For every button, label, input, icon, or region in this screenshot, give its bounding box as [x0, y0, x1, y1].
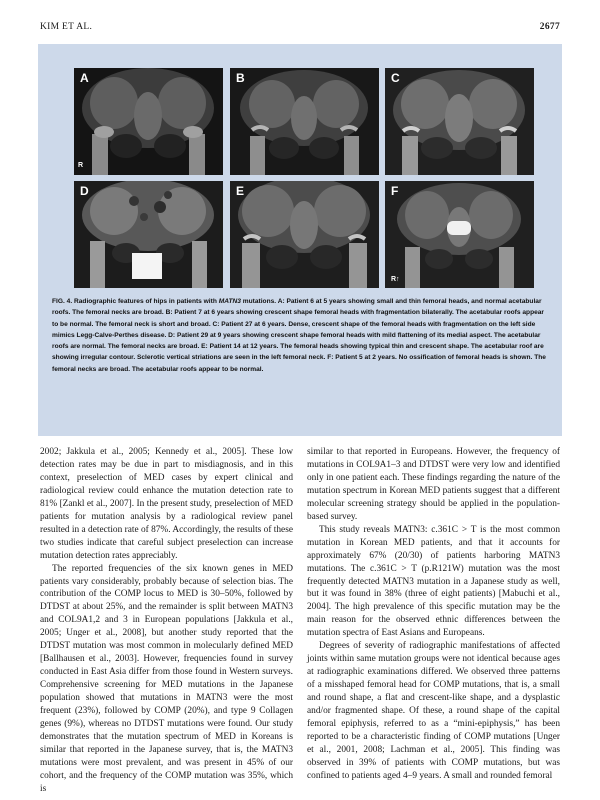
- panel-letter-d: D: [80, 184, 89, 198]
- panel-f-side-marker: R↑: [391, 276, 400, 283]
- caption-gene: MATN3: [218, 298, 241, 305]
- paragraph: Degrees of severity of radiographic manifestations of affected joints within same mutation groups were not identical because ages at radiographic examinations differed. We observed three patterns of a misshaped femoral head for COMP mutations, that is, a small and round shape, a flat and crescent-like shape, and a dysplastic and/or fragmented shape. Of these, a round shape of the capital femoral epiphysis, referred to as a “mini-epiphysis,” has been reported to be a characteristic finding of COMP mutations [Unger et al., 2001, 2008; Lachman et al., 2005]. This finding was observed in 39% of patients with COMP mutations, but was confined to patients aged 4–9 years. A small and rounded femoral: [307, 641, 560, 781]
- paragraph: The reported frequencies of the six known genes in MED patients vary considerably, probably because of selection bias. The contribution of the COMP locus to MED is 30–50%, followed by DTDST at about 25%, and the remainder is split between MATN3 and COL9A1,2 and 3 in European populations [Jakkula et al., 2005; Unger et al., 2008], but another study reported that the DTDST mutation was most common in molecularly defined MED [Ballhausen et al., 2003]. However, frequencies found in survey conducted in East Asia differ from those found in Western surveys. Comprehensive screening for MED mutations in the Japanese population showed that mutations in MATN3 were the most frequent (23%), followed by COMP (20%), and type 9 Collagen genes (9%), whereas no DTDST mutations were found. Our study demonstrates that the mutation spectrum of MED in Koreans is similar that reported in the Japanese survey, that is, the MATN3 mutations were most prevalent, and was present in 45% of our cohort, and the frequency of the COMP mutation was 35%, which is: [40, 563, 293, 794]
- radiograph-panel-d: [74, 181, 223, 288]
- running-header: [40, 22, 560, 36]
- radiograph-panel-f: [385, 181, 534, 288]
- panel-letter-a: A: [80, 71, 89, 85]
- radiograph-panel-c: [385, 68, 534, 175]
- paragraph: similar to that reported in Europeans. However, the frequency of mutations in COL9A1–3 and DTDST were very low and identified only in one patient each. These findings regarding the nature of the mutation spectrum in Korean MED patients suggest that a different molecular screening strategy should be applied in the population-based survey.: [307, 447, 560, 522]
- panel-a-side-marker: R: [78, 162, 84, 169]
- caption-text-rest: mutations. A: Patient 6 at 5 years showing small and thin femoral heads, and normal acetabular roofs. The femoral necks are broad. B: Patient 7 at 6 years showing crescent shape femoral heads with fragmentation bilaterally. The acetabular roofs appear to be normal. The femoral neck is short and broad. C: Patient 27 at 6 years. Dense, crescent shape of the femoral heads with fragmentation on the left side mimics Legg-Calve-Perthes disease. D: Patient 29 at 9 years showing crescent shape femoral heads with mild flattening of its medial aspect. The acetabular roofs are normal. The femoral necks are broad. E: Patient 14 at 12 years. The femoral heads showing typical thin and crescent shape. The acetabular roof are showing irregular contour. Sclerotic vertical striations are seen in the left femoral neck. F: Patient 5 at 2 years. No ossification of femoral heads is shown. The femoral necks are broad. The acetabular roofs appear to be normal.: [52, 298, 546, 373]
- panel-letter-b: B: [236, 71, 245, 85]
- radiograph-panel-b: [230, 68, 379, 175]
- panel-letter-f: F: [391, 184, 399, 198]
- paragraph: This study reveals MATN3: c.361C > T is the most common mutation in Korean MED patients, and that it accounts for approximately 67% (20/30) of patients harboring MATN3 mutations. The c.361C > T (p.R121W) mutation was the most frequently detected MATN3 mutation in a Japanese study as well, but it was found in 38% (three of eight patients) [Mabuchi et al., 2004]. The high prevalence of this specific mutation may be the main reason for the observed ethnic differences between the mutation spectra of East Asians and Europeans.: [307, 524, 560, 639]
- panel-letter-e: E: [236, 184, 245, 198]
- header-authors: KIM ET AL.: [40, 22, 93, 32]
- paragraph: 2002; Jakkula et al., 2005; Kennedy et al., 2005]. These low detection rates may be due in part to misdiagnosis, and in this context, preselection of MED cases by expert clinical and radiological review could enhance the mutation detection rate to 81% [Zankl et al., 2007]. In the present study, preselection of MED patients for mutation analysis by a radiological review panel resulted in a detection rate of 87%. Accordingly, the results of these two studies indicate that careful subject preselection can increase mutation detection rates appreciably.: [40, 447, 293, 561]
- body-column-left: [40, 446, 293, 796]
- pelvis-xray-d: [74, 181, 223, 288]
- body-column-right: [307, 446, 560, 783]
- radiograph-panel-e: [230, 181, 379, 288]
- panel-letter-c: C: [391, 71, 400, 85]
- pelvis-xray-e: [230, 181, 379, 288]
- pelvis-xray-c: [385, 68, 534, 175]
- caption-label: FIG. 4.: [52, 298, 73, 305]
- radiograph-panels: [74, 68, 534, 288]
- figure-caption: [52, 296, 550, 375]
- caption-text-start: Radiographic features of hips in patients with: [72, 298, 219, 305]
- header-page-number: 2677: [539, 22, 560, 32]
- radiograph-panel-a: [74, 68, 223, 175]
- pelvis-xray-b: [230, 68, 379, 175]
- pelvis-xray-a: [74, 68, 223, 175]
- pelvis-xray-f: [385, 181, 534, 288]
